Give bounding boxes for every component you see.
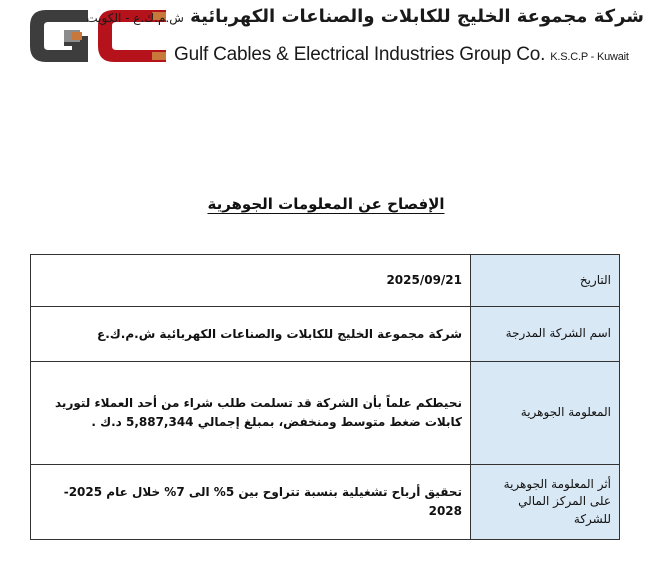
arabic-name-main: شركة مجموعة الخليج للكابلات والصناعات الكهربائية — [190, 6, 644, 27]
table-row — [31, 255, 620, 307]
row-value-financial-impact: تحقيق أرباح تشغيلية بنسبة تتراوح بين 5% الى 7% خلال عام 2025- 2028 — [31, 465, 471, 540]
row-value-company: شركة مجموعة الخليج للكابلات والصناعات الكهربائية ش.م.ك.ع — [31, 307, 471, 362]
row-label-company: اسم الشركة المدرجة — [471, 307, 620, 362]
english-company-name — [174, 44, 629, 66]
english-name-suffix: K.S.C.P - Kuwait — [550, 51, 629, 63]
row-label-date: التاريخ — [471, 255, 620, 307]
disclosure-table — [30, 254, 620, 540]
english-name-main: Gulf Cables & Electrical Industries Group Co. — [174, 44, 546, 65]
row-label-material-info: المعلومة الجوهرية — [471, 362, 620, 465]
row-value-material-info: نحيطكم علماً بأن الشركة قد تسلمت طلب شراء من أحد العملاء لتوريد كابلات ضغط متوسط ومنخفض، بمبلغ إجمالي 5,887,344 د.ك . — [31, 362, 471, 465]
letterhead — [0, 0, 652, 80]
document-title — [0, 195, 652, 213]
arabic-company-name — [86, 6, 644, 27]
table-row — [31, 307, 620, 362]
row-label-financial-impact: أثر المعلومة الجوهرية على المركز المالي للشركة — [471, 465, 620, 540]
table-row — [31, 465, 620, 540]
document-title-text: الإفصاح عن المعلومات الجوهرية — [207, 195, 445, 213]
table-row — [31, 362, 620, 465]
row-value-date: 2025/09/21 — [31, 255, 471, 307]
arabic-name-suffix: ش.م.ك.ع - الكويت — [86, 11, 184, 25]
